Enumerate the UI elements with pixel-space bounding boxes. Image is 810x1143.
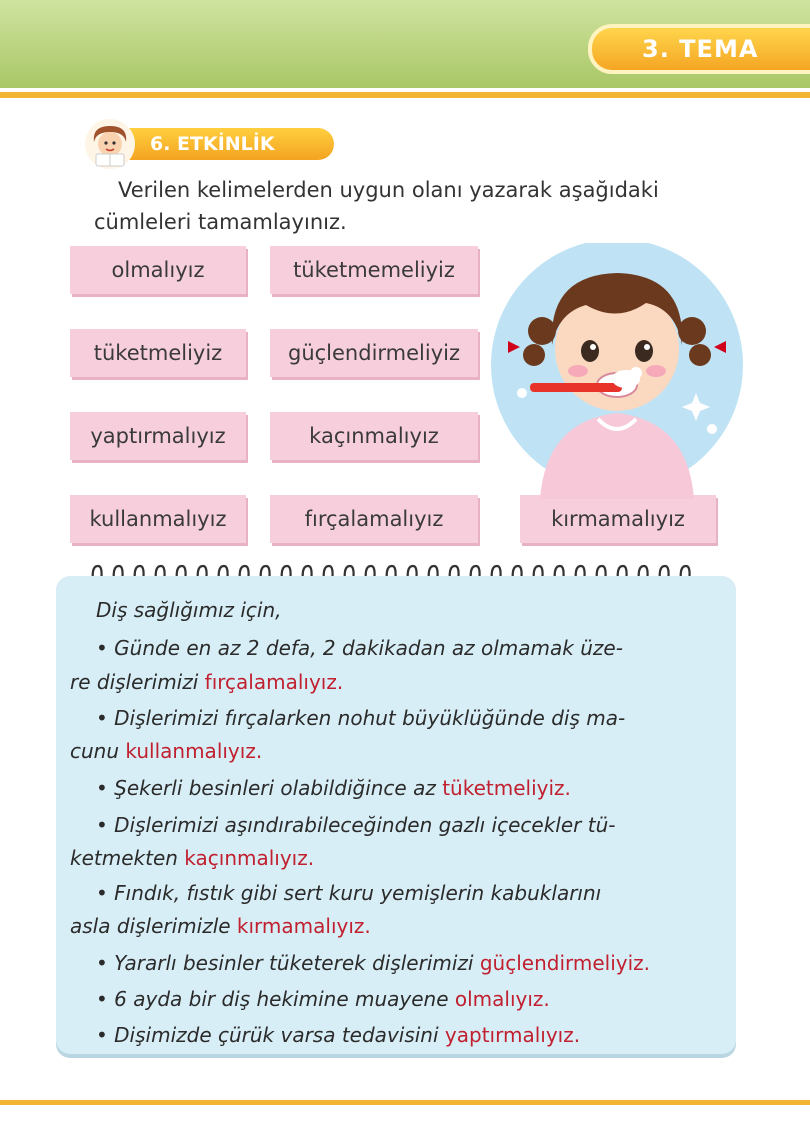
word-card: güçlendirmeliyiz: [270, 329, 478, 377]
sentence-line: [96, 636, 756, 660]
answer-text: fırçalamalıyız.: [204, 670, 344, 694]
sentence-line: [96, 881, 756, 905]
sentence-line: [96, 1023, 756, 1047]
answer-text: kaçınmalıyız.: [184, 846, 315, 870]
sentence-line: [70, 914, 730, 938]
reading-child-icon: [84, 118, 136, 170]
sentence-text: • Dişlerimizi aşındırabileceğinden gazlı içecekler tü-: [96, 813, 616, 837]
activity-banner: [120, 128, 334, 160]
answer-text: güçlendirmeliyiz.: [479, 951, 651, 975]
theme-label: 3. TEMA: [642, 35, 759, 63]
sentence-text: • Günde en az 2 defa, 2 dakikadan az olmamak üze-: [96, 636, 623, 660]
top-rule: [0, 92, 810, 98]
sentence-line: [96, 706, 756, 730]
word-card: kırmamalıyız: [520, 495, 716, 543]
activity-title: 6. ETKİNLİK: [150, 133, 275, 155]
activity-header: [84, 118, 324, 174]
answer-text: kırmamalıyız.: [236, 914, 371, 938]
sentence-line: [96, 776, 756, 800]
sentence-text: • 6 ayda bir diş hekimine muayene: [96, 987, 455, 1011]
answer-text: olmalıyız.: [454, 987, 550, 1011]
sentence-text: • Dişimizde çürük varsa tedavisini: [96, 1023, 445, 1047]
bottom-rule: [0, 1100, 810, 1105]
sentence-text: • Dişlerimizi fırçalarken nohut büyüklüğünde diş ma-: [96, 706, 626, 730]
word-card: kullanmalıyız: [70, 495, 246, 543]
notebook-heading: Diş sağlığımız için,: [96, 598, 282, 622]
theme-badge: [588, 24, 810, 74]
answer-text: kullanmalıyız.: [125, 739, 263, 763]
word-card: tüketmemeliyiz: [270, 246, 478, 294]
sentence-line: [70, 739, 730, 763]
word-card: tüketmeliyiz: [70, 329, 246, 377]
sentence-line: [96, 951, 756, 975]
sentence-text: ketmekten: [70, 846, 185, 870]
sentence-text: • Şekerli besinleri olabildiğince az: [96, 776, 443, 800]
sentence-line: [70, 846, 730, 870]
answer-text: tüketmeliyiz.: [442, 776, 571, 800]
sentence-text: cunu: [70, 739, 126, 763]
sentence-line: [96, 813, 756, 837]
word-card: kaçınmalıyız: [270, 412, 478, 460]
sentence-text: • Fındık, fıstık gibi sert kuru yemişlerin kabuklarını: [96, 881, 602, 905]
answer-text: yaptırmalıyız.: [444, 1023, 581, 1047]
sentence-text: • Yararlı besinler tüketerek dişlerimizi: [96, 951, 480, 975]
word-card: olmalıyız: [70, 246, 246, 294]
instruction-text: Verilen kelimelerden uygun olanı yazarak aşağıdaki cümleleri tamamlayınız.: [94, 178, 659, 234]
word-card: fırçalamalıyız: [270, 495, 478, 543]
sentence-text: asla dişlerimizle: [70, 914, 237, 938]
word-card: yaptırmalıyız: [70, 412, 246, 460]
sentence-line: [70, 670, 730, 694]
sentence-line: [96, 987, 756, 1011]
girl-brushing-teeth-illustration: [486, 243, 748, 499]
sentence-text: re dişlerimizi: [70, 670, 205, 694]
